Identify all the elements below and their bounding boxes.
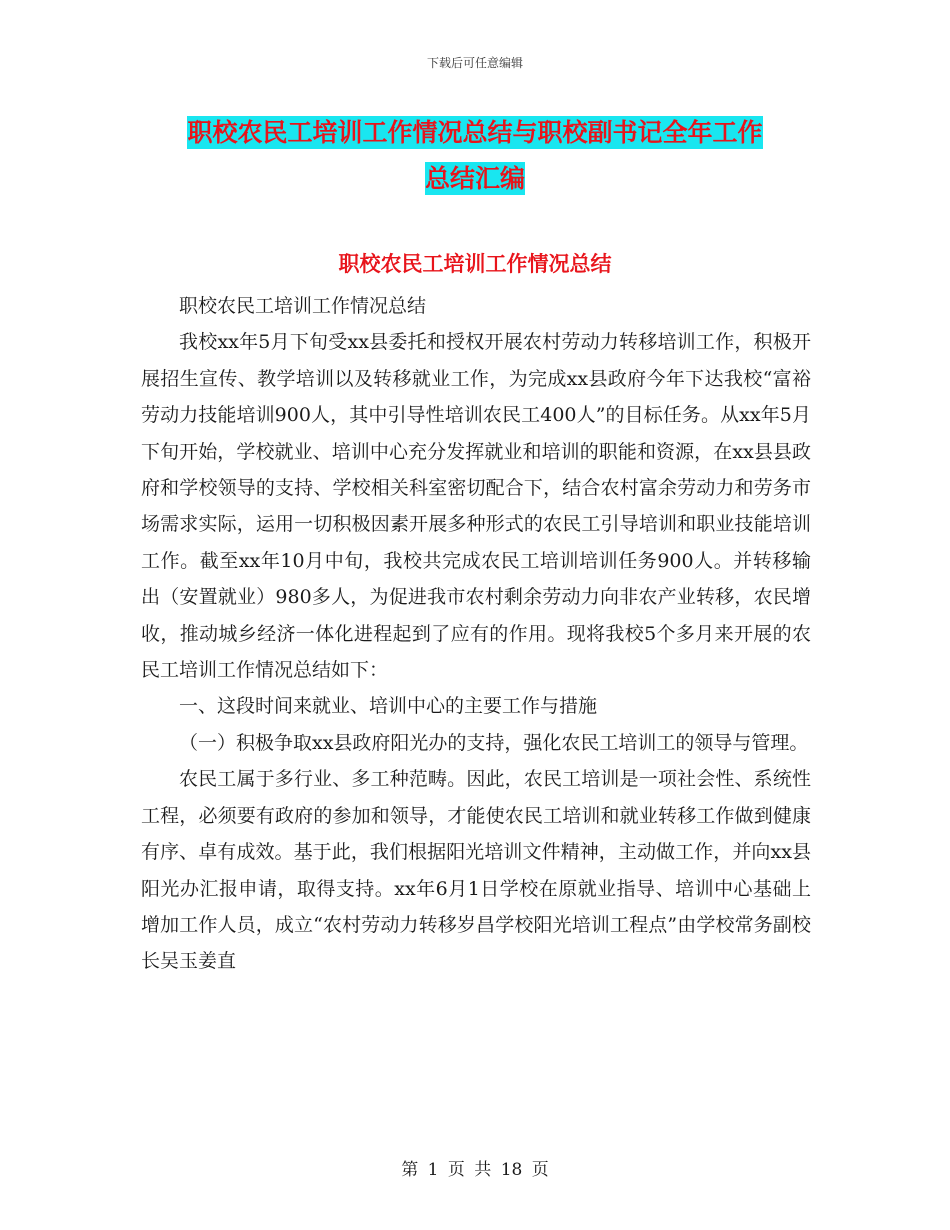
document-title-line1: 职校农民工培训工作情况总结与职校副书记全年工作 — [187, 118, 763, 147]
page-number: 第 1 页 共 18 页 — [401, 1160, 549, 1180]
document-title-line2: 总结汇编 — [424, 164, 525, 193]
section-title: 职校农民工培训工作情况总结 — [338, 252, 612, 276]
paragraph: 职校农民工培训工作情况总结 — [179, 295, 427, 317]
paragraph: 农民工属于多行业、多工种范畴。因此，农民工培训是一项社会性、系统性工程，必须要有政府的参加和领导，才能使农民工培训和就业转移工作做到健康有序、卓有成效。基于此，我们根据阳光培训文件精神，主动做工作，并向xx县阳光办汇报申请，取得支持。xx年6月1日学校在原就业指导、培训中心基础上增加工作人员，成立“农村劳动力转移岁昌学校阳光培训工程点”由学校常务副校长吴玉姜直 — [141, 768, 811, 973]
paragraph: 我校xx年5月下旬受xx县委托和授权开展农村劳动力转移培训工作，积极开展招生宣传、教学培训以及转移就业工作，为完成xx县政府今年下达我校“富裕劳动力技能培训900人，其中引导性培训农民工400人”的目标任务。从xx年5月下旬开始，学校就业、培训中心充分发挥就业和培训的职能和资源，在xx县县政府和学校领导的支持、学校相关科室密切配合下，结合农村富余劳动力和劳务市场需求实际，运用一切积极因素开展多种形式的农民工引导培训和职业技能培训工作。截至xx年10月中旬，我校共完成农民工培训培训任务900人。并转移输出（安置就业）980多人，为促进我市农村剩余劳动力向非农产业转移，农民增收，推动城乡经济一体化进程起到了应有的作用。现将我校5个多月来开展的农民工培训工作情况总结如下： — [141, 331, 811, 682]
document-title — [140, 110, 810, 202]
document-body — [141, 288, 811, 980]
paragraph: （一）积极争取xx县政府阳光办的支持，强化农民工培训工的领导与管理。 — [179, 731, 809, 754]
paragraph: 一、这段时间来就业、培训中心的主要工作与措施 — [179, 695, 598, 718]
header-note: 下载后可任意编辑 — [426, 56, 523, 70]
